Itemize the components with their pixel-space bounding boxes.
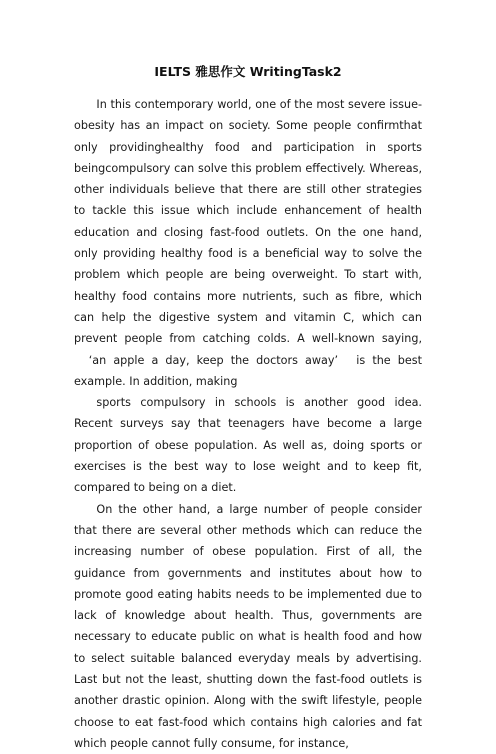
paragraph-2: sports compulsory in schools is another good idea. Recent surveys say that teenagers have become a large proportion of obese population. As well as, doing sports or exercises is the best way to lose weight and to keep fit, compared to being on a diet. <box>74 396 422 495</box>
paragraph-1: In this contemporary world, one of the most severe issue-obesity has an impact on society. Some people confirmthat only providinghealthy food and participation in sports beingcompulsory can solve this problem effectively. Whereas, other individuals believe that there are still other strategies to tackle this issue which include enhancement of health education and closing fast-food outlets. On the one hand, only providing healthy food is a beneficial way to solve the problem which people are being overweight. To start with, healthy food contains more nutrients, such as fibre, which can help the digestive system and vitamin C, which can prevent people from catching colds. A well-known saying, ‘an apple a day, keep the doctors away’ is the best example. In addition, making <box>74 98 422 388</box>
document-title: IELTS 雅思作文 WritingTask2 <box>154 64 342 79</box>
paragraph-3: On the other hand, a large number of people consider that there are several other methods which can reduce the increasing number of obese population. First of all, the guidance from governments and institutes about how to promote good eating habits needs to be implemented due to lack of knowledge about health. Thus, governments are necessary to educate public on what is health food and how to select suitable balanced everyday meals by advertising. Last but not the least, shutting down the fast-food outlets is another drastic opinion. Along with the swift lifestyle, people choose to eat fast-food which contains high calories and fat which people cannot fully consume, for instance, <box>74 502 422 750</box>
document-body <box>74 94 422 754</box>
